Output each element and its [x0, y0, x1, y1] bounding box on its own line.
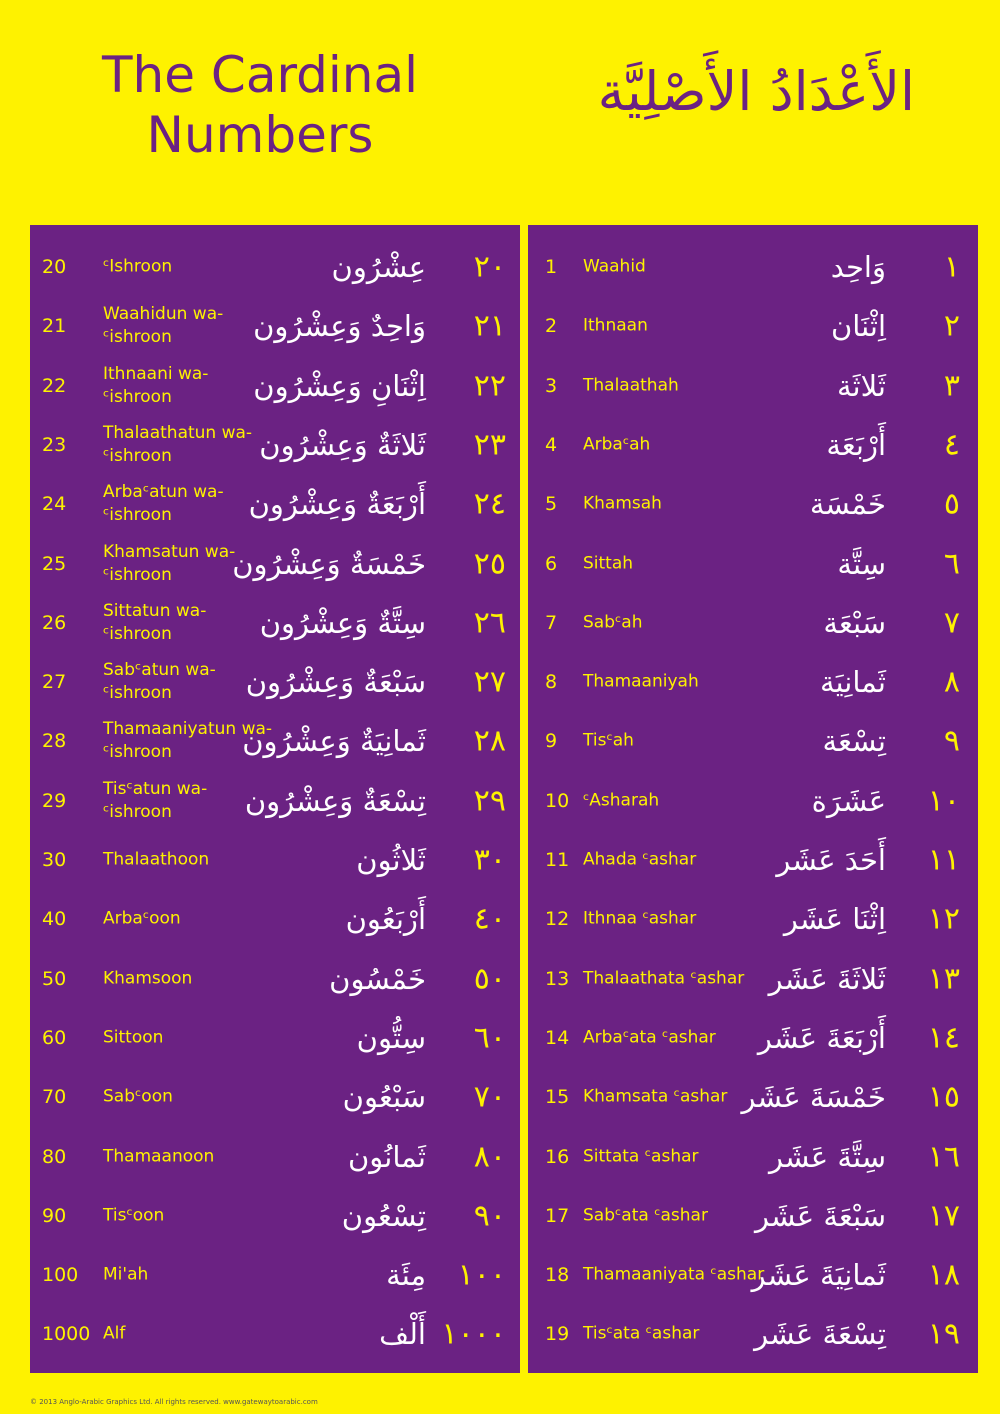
transliteration: Sabᶜatun wa-ᶜishroon — [103, 660, 216, 704]
transliteration: Tisᶜoon — [103, 1205, 165, 1226]
arabic-word: سَبْعَةٌ وَعِشْرُون — [245, 665, 426, 700]
number-row — [528, 1127, 978, 1186]
arabic-numeral: ٢٨ — [473, 723, 506, 759]
western-numeral: 24 — [42, 493, 67, 516]
transliteration: Sabᶜoon — [103, 1086, 173, 1107]
transliteration: Thalaathatun wa-ᶜishroon — [103, 422, 253, 466]
western-numeral: 4 — [545, 433, 558, 456]
transliteration: Thamaaniyah — [583, 671, 699, 692]
transliteration: Mi'ah — [103, 1264, 149, 1285]
number-row — [30, 831, 520, 890]
arabic-numeral: ١ — [943, 249, 960, 285]
transliteration: Thamaaniyatun wa-ᶜishroon — [103, 719, 273, 763]
arabic-word: تِسْعَةٌ وَعِشْرُون — [244, 783, 426, 818]
arabic-word: خَمْسَةَ عَشَر — [741, 1080, 886, 1115]
arabic-word: سَبْعُون — [342, 1080, 426, 1115]
transliteration: Tisᶜatun wa-ᶜishroon — [103, 778, 208, 822]
transliteration: Sittah — [583, 553, 634, 573]
arabic-numeral: ٣ — [943, 368, 960, 404]
western-numeral: 30 — [42, 849, 67, 871]
arabic-numeral: ٥ — [943, 486, 960, 522]
western-numeral: 22 — [42, 374, 67, 397]
arabic-word: خَمْسَةٌ وَعِشْرُون — [232, 546, 426, 581]
western-numeral: 60 — [42, 1026, 67, 1049]
arabic-numeral: ٢٦ — [473, 605, 506, 641]
transliteration: Ithnaa ᶜashar — [583, 908, 697, 929]
number-row — [528, 653, 978, 712]
arabic-word: عَشَرَة — [811, 783, 886, 818]
western-numeral: 70 — [42, 1086, 67, 1109]
arabic-word: سَبْعَةَ عَشَر — [755, 1198, 886, 1233]
western-numeral: 1 — [545, 256, 558, 278]
arabic-word: وَاحِدٌ وَعِشْرُون — [253, 309, 426, 344]
arabic-word: اِثْنَان — [830, 309, 886, 344]
arabic-numeral: ١٠ — [927, 783, 960, 819]
transliteration: ᶜIshroon — [103, 256, 173, 277]
arabic-word: سِتَّة — [837, 546, 886, 581]
number-row — [30, 949, 520, 1008]
number-row — [528, 534, 978, 593]
arabic-numeral: ٤٠ — [473, 901, 506, 937]
arabic-numeral: ١٩ — [927, 1316, 960, 1352]
number-row — [528, 1068, 978, 1127]
western-numeral: 5 — [545, 493, 558, 516]
arabic-numeral: ٢١ — [473, 308, 506, 344]
western-numeral: 3 — [545, 374, 558, 397]
arabic-word: خَمْسُون — [329, 961, 426, 996]
arabic-numeral: ٨ — [943, 664, 960, 700]
arabic-word: سِتَّةَ عَشَر — [769, 1139, 886, 1174]
arabic-word: ثَمانُون — [347, 1139, 426, 1174]
arabic-word: سِتَّةٌ وَعِشْرُون — [259, 605, 426, 640]
arabic-numeral: ٩٠ — [473, 1198, 506, 1234]
arabic-numeral: ٢٠ — [473, 249, 506, 285]
number-row — [30, 1246, 520, 1305]
transliteration: Khamsoon — [103, 968, 193, 989]
western-numeral: 9 — [545, 730, 558, 753]
number-row — [30, 890, 520, 949]
number-row — [30, 415, 520, 474]
transliteration: Thalaathah — [583, 375, 679, 396]
arabic-word: وَاحِد — [830, 250, 886, 284]
number-row — [528, 1186, 978, 1245]
arabic-word: أَرْبَعُون — [345, 902, 426, 937]
arabic-numeral: ٦٠ — [473, 1020, 506, 1056]
western-numeral: 17 — [545, 1204, 570, 1227]
western-numeral: 13 — [545, 967, 570, 990]
copyright-footer: © 2013 Anglo-Arabic Graphics Ltd. All rights reserved. www.gatewaytoarabic.com — [30, 1398, 318, 1406]
number-row — [528, 593, 978, 652]
arabic-word: ثَلاثَةَ عَشَر — [768, 961, 886, 996]
transliteration: ᶜAsharah — [583, 790, 660, 811]
transliteration: Arbaᶜata ᶜashar — [583, 1027, 716, 1048]
number-row — [528, 1008, 978, 1067]
transliteration: Sittata ᶜashar — [583, 1146, 699, 1166]
arabic-numeral: ١٠٠٠ — [441, 1316, 506, 1352]
western-numeral: 7 — [545, 611, 558, 634]
transliteration: Tisᶜah — [583, 730, 634, 751]
western-numeral: 20 — [42, 256, 67, 278]
arabic-word: أَرْبَعَةَ عَشَر — [757, 1020, 886, 1055]
number-row — [528, 475, 978, 534]
transliteration: Arbaᶜoon — [103, 908, 181, 929]
transliteration: Ahada ᶜashar — [583, 849, 697, 870]
arabic-numeral: ٧٠ — [473, 1079, 506, 1115]
arabic-numeral: ١٤ — [927, 1020, 960, 1056]
arabic-word: أَرْبَعَةٌ وَعِشْرُون — [248, 487, 426, 522]
western-numeral: 21 — [42, 315, 67, 338]
number-row — [528, 712, 978, 771]
arabic-word: عِشْرُون — [331, 250, 426, 284]
western-numeral: 16 — [545, 1145, 570, 1168]
western-numeral: 14 — [545, 1026, 570, 1049]
arabic-numeral: ١٨ — [927, 1257, 960, 1293]
arabic-numeral: ٣٠ — [473, 842, 506, 878]
transliteration: Ithnaani wa-ᶜishroon — [103, 363, 209, 407]
number-row — [528, 831, 978, 890]
page-title-arabic: الأَعْدَادُ الأَصْلِيَّة — [597, 60, 915, 123]
arabic-numeral: ١٦ — [927, 1139, 960, 1174]
western-numeral: 26 — [42, 611, 67, 634]
arabic-numeral: ٢٩ — [473, 783, 506, 819]
number-row — [30, 653, 520, 712]
arabic-word: اِثْنَانِ وَعِشْرُون — [253, 368, 426, 403]
arabic-numeral: ٨٠ — [473, 1139, 506, 1174]
number-row — [528, 1305, 978, 1364]
arabic-numeral: ٢٣ — [473, 427, 506, 463]
western-numeral: 1000 — [42, 1323, 91, 1346]
western-numeral: 15 — [545, 1086, 570, 1109]
arabic-word: ثَمانِيَة — [819, 665, 886, 700]
arabic-word: اِثْنَا عَشَر — [783, 902, 886, 937]
transliteration: Ithnaan — [583, 315, 648, 336]
arabic-numeral: ١١ — [927, 842, 960, 878]
transliteration: Khamsata ᶜashar — [583, 1086, 728, 1107]
arabic-numeral: ٧ — [943, 605, 960, 641]
arabic-word: تِسْعُون — [341, 1198, 426, 1233]
number-row — [30, 1008, 520, 1067]
arabic-numeral: ١٠٠ — [457, 1257, 506, 1293]
western-numeral: 18 — [545, 1264, 570, 1287]
numbers-panel-left — [30, 225, 520, 1373]
western-numeral: 23 — [42, 433, 67, 456]
arabic-numeral: ٥٠ — [473, 961, 506, 997]
number-row — [528, 356, 978, 415]
arabic-numeral: ٢٥ — [473, 546, 506, 581]
western-numeral: 6 — [545, 552, 558, 575]
western-numeral: 90 — [42, 1204, 67, 1227]
transliteration: Thalaathata ᶜashar — [583, 968, 745, 989]
western-numeral: 80 — [42, 1145, 67, 1168]
number-row — [30, 593, 520, 652]
number-row — [528, 771, 978, 830]
arabic-numeral: ٦ — [943, 546, 960, 581]
number-row — [528, 1246, 978, 1305]
arabic-numeral: ٩ — [943, 723, 960, 759]
number-row — [30, 297, 520, 356]
number-row — [528, 890, 978, 949]
number-row — [528, 415, 978, 474]
arabic-word: ثَمانِيَةٌ وَعِشْرُون — [242, 724, 426, 759]
western-numeral: 8 — [545, 671, 558, 694]
arabic-word: ثَمانِيَةَ عَشَر — [751, 1258, 886, 1293]
number-row — [30, 1068, 520, 1127]
number-row — [30, 712, 520, 771]
arabic-word: أَرْبَعَة — [826, 427, 886, 462]
transliteration: Alf — [103, 1323, 126, 1344]
arabic-numeral: ١٣ — [927, 961, 960, 997]
arabic-numeral: ٢٤ — [473, 486, 506, 522]
western-numeral: 10 — [545, 789, 570, 812]
arabic-numeral: ٢ — [943, 308, 960, 344]
arabic-word: ثَلاثَة — [837, 368, 886, 403]
arabic-word: أَحَدَ عَشَر — [776, 843, 886, 877]
western-numeral: 100 — [42, 1264, 79, 1287]
western-numeral: 27 — [42, 671, 67, 694]
western-numeral: 25 — [42, 552, 67, 575]
western-numeral: 28 — [42, 730, 67, 753]
number-row — [30, 1127, 520, 1186]
arabic-word: سَبْعَة — [823, 605, 886, 640]
arabic-word: أَلْف — [379, 1317, 426, 1352]
transliteration: Thamaanoon — [103, 1146, 215, 1166]
transliteration: Sabᶜah — [583, 612, 643, 633]
page-title-english: The Cardinal Numbers — [102, 46, 418, 164]
arabic-numeral: ٢٧ — [473, 664, 506, 700]
number-row — [30, 1305, 520, 1364]
transliteration: Arbaᶜatun wa-ᶜishroon — [103, 482, 224, 526]
arabic-numeral: ١٥ — [927, 1079, 960, 1115]
number-row — [528, 238, 978, 297]
panel-divider — [520, 225, 528, 1373]
transliteration: Thalaathoon — [103, 849, 210, 870]
arabic-numeral: ١٧ — [927, 1198, 960, 1234]
western-numeral: 2 — [545, 315, 558, 338]
transliteration: Sabᶜata ᶜashar — [583, 1205, 708, 1226]
number-row — [30, 771, 520, 830]
transliteration: Sittoon — [103, 1027, 164, 1048]
arabic-word: مِئَة — [386, 1258, 426, 1293]
transliteration: Sittatun wa-ᶜishroon — [103, 600, 207, 644]
transliteration: Tisᶜata ᶜashar — [583, 1323, 700, 1344]
arabic-numeral: ١٢ — [927, 901, 960, 937]
arabic-word: خَمْسَة — [809, 487, 886, 522]
western-numeral: 50 — [42, 967, 67, 990]
arabic-word: تِسْعَة — [822, 724, 886, 759]
transliteration: Arbaᶜah — [583, 434, 651, 455]
number-row — [528, 297, 978, 356]
arabic-numeral: ٤ — [943, 427, 960, 463]
transliteration: Waahidun wa-ᶜishroon — [103, 304, 224, 348]
western-numeral: 12 — [545, 908, 570, 931]
arabic-word: تِسْعَةَ عَشَر — [754, 1317, 886, 1352]
number-row — [30, 1186, 520, 1245]
transliteration: Khamsah — [583, 493, 662, 514]
number-row — [528, 949, 978, 1008]
western-numeral: 11 — [545, 849, 570, 871]
western-numeral: 19 — [545, 1323, 570, 1346]
numbers-panel-right — [528, 225, 978, 1373]
arabic-numeral: ٢٢ — [473, 368, 506, 404]
western-numeral: 29 — [42, 789, 67, 812]
transliteration: Khamsatun wa-ᶜishroon — [103, 541, 236, 585]
number-row — [30, 534, 520, 593]
arabic-word: ثَلاثَةٌ وَعِشْرُون — [259, 427, 426, 462]
number-row — [30, 475, 520, 534]
arabic-word: سِتُّون — [356, 1020, 426, 1055]
western-numeral: 40 — [42, 908, 67, 931]
arabic-word: ثَلاثُون — [356, 843, 426, 877]
number-row — [30, 238, 520, 297]
transliteration: Thamaaniyata ᶜashar — [583, 1264, 765, 1285]
transliteration: Waahid — [583, 256, 646, 277]
number-row — [30, 356, 520, 415]
